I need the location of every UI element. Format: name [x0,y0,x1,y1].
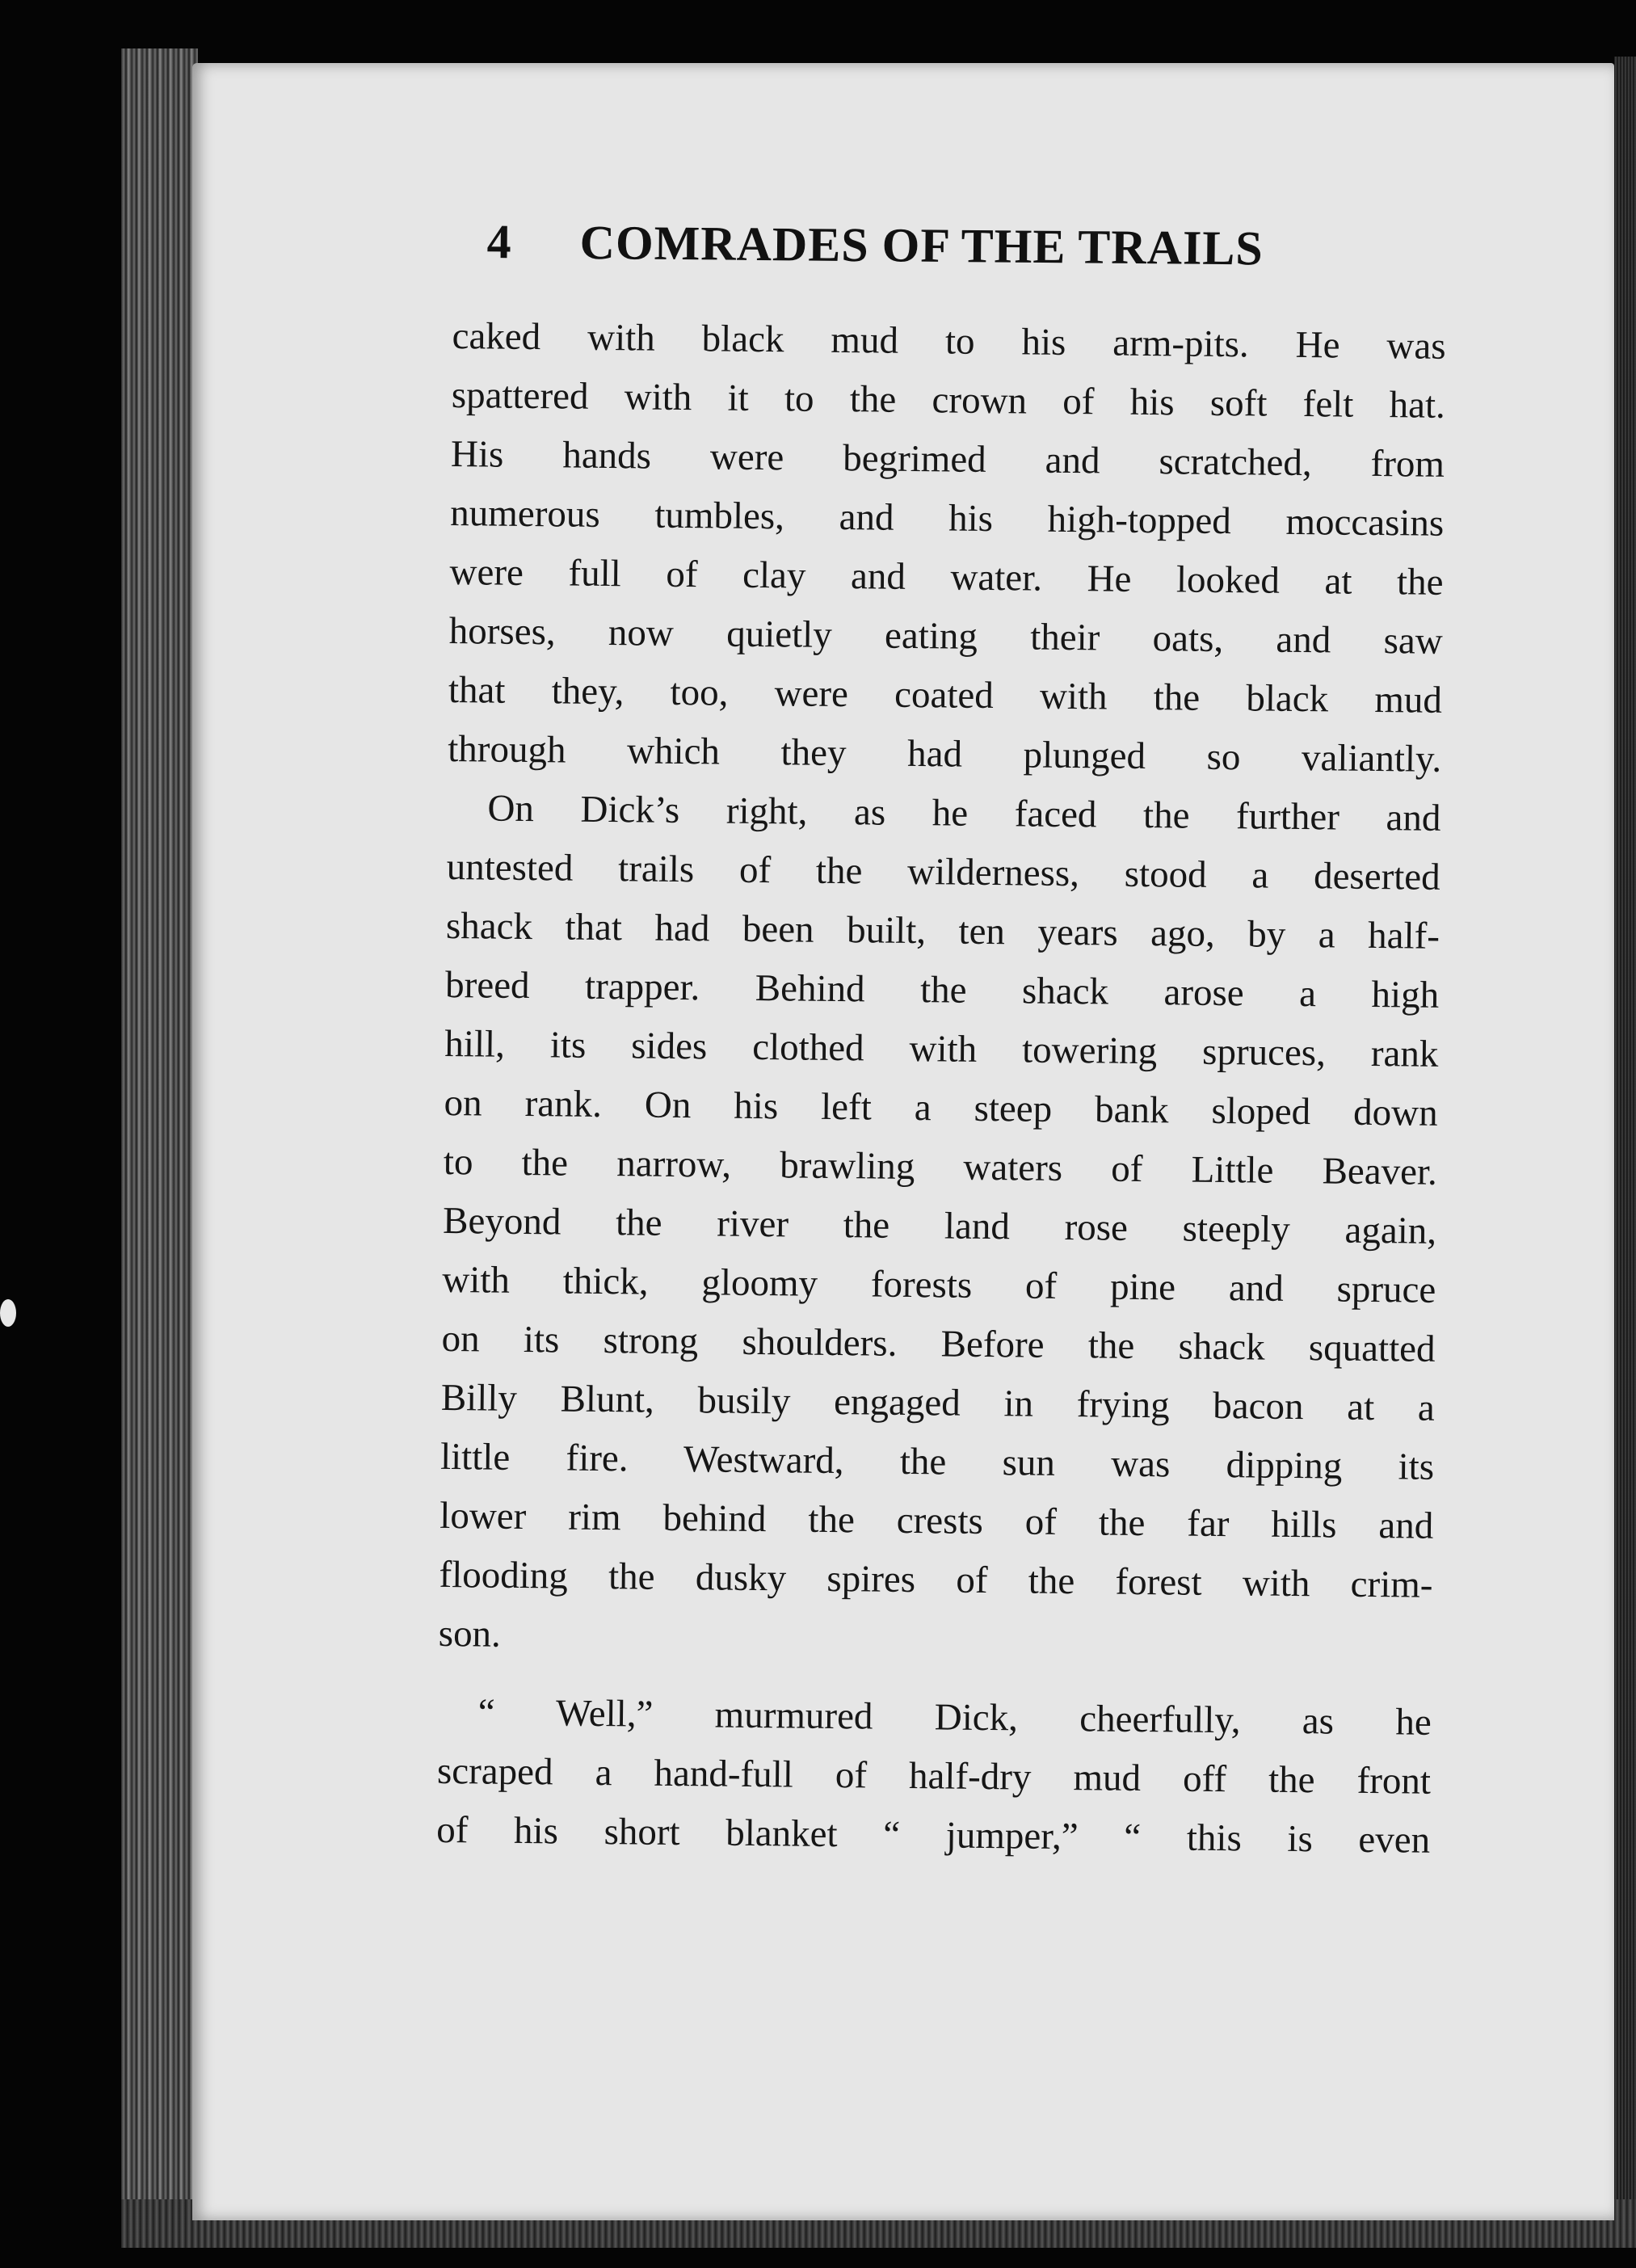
text-line: to the narrow, brawling waters of Little Beaver. [443,1140,1438,1193]
text-line: untested trails of the wilderness, stood a deserted [446,845,1440,898]
text-line: Billy Blunt, busily engaged in frying bacon at a [440,1376,1436,1429]
text-line: caked with black mud to his arm-pits. He was [452,314,1446,368]
book-spine-edge [121,48,198,2214]
text-line: on rank. On his left a steep bank sloped down [444,1081,1438,1134]
running-title: COMRADES OF THE TRAILS [579,216,1264,276]
text-line: On Dick’s right, as he faced the further and [487,787,1441,839]
text-line: flooding the dusky spires of the forest with crim- [439,1553,1433,1606]
text-line: scraped a hand-full of half-dry mud off the front [436,1749,1432,1803]
text-line: “ Well,” murmured Dick, cheerfully, as he [477,1691,1432,1744]
text-line: His hands were begrimed and scratched, from [450,432,1445,486]
running-header [486,214,1368,278]
text-line: Beyond the river the land rose steeply again, [442,1199,1437,1252]
text-line: with thick, gloomy forests of pine and spruce [442,1258,1436,1311]
text-line: on its strong shoulders. Before the shack squatted [441,1317,1436,1370]
text-line: horses, now quietly eating their oats, and saw [448,609,1444,663]
text-line: shack that had been built, ten years ago, by a half- [445,904,1440,957]
text-line: through which they had plunged so valiantly. [447,727,1442,781]
text-line: were full of clay and water. He looked at the [449,550,1444,604]
scan-speck [0,1299,16,1327]
page-right-edge [1614,57,1636,2230]
text-line: numerous tumbles, and his high-topped moccasins [450,491,1445,545]
text-line: son. [438,1612,502,1656]
text-line: breed trapper. Behind the shack arose a high [444,963,1440,1016]
text-line: that they, too, were coated with the black mud [448,668,1443,722]
text-line: spattered with it to the crown of his soft felt hat. [451,373,1446,427]
body-text [436,307,1446,1870]
text-line: of his short blanket “ jumper,” “ this is even [435,1808,1431,1862]
page-number: 4 [486,214,512,269]
text-line: hill, its sides clothed with towering spruces, rank [444,1022,1439,1075]
text-line: lower rim behind the crests of the far hills and [439,1494,1434,1547]
text-line: little fire. Westward, the sun was dipping its [439,1435,1435,1488]
